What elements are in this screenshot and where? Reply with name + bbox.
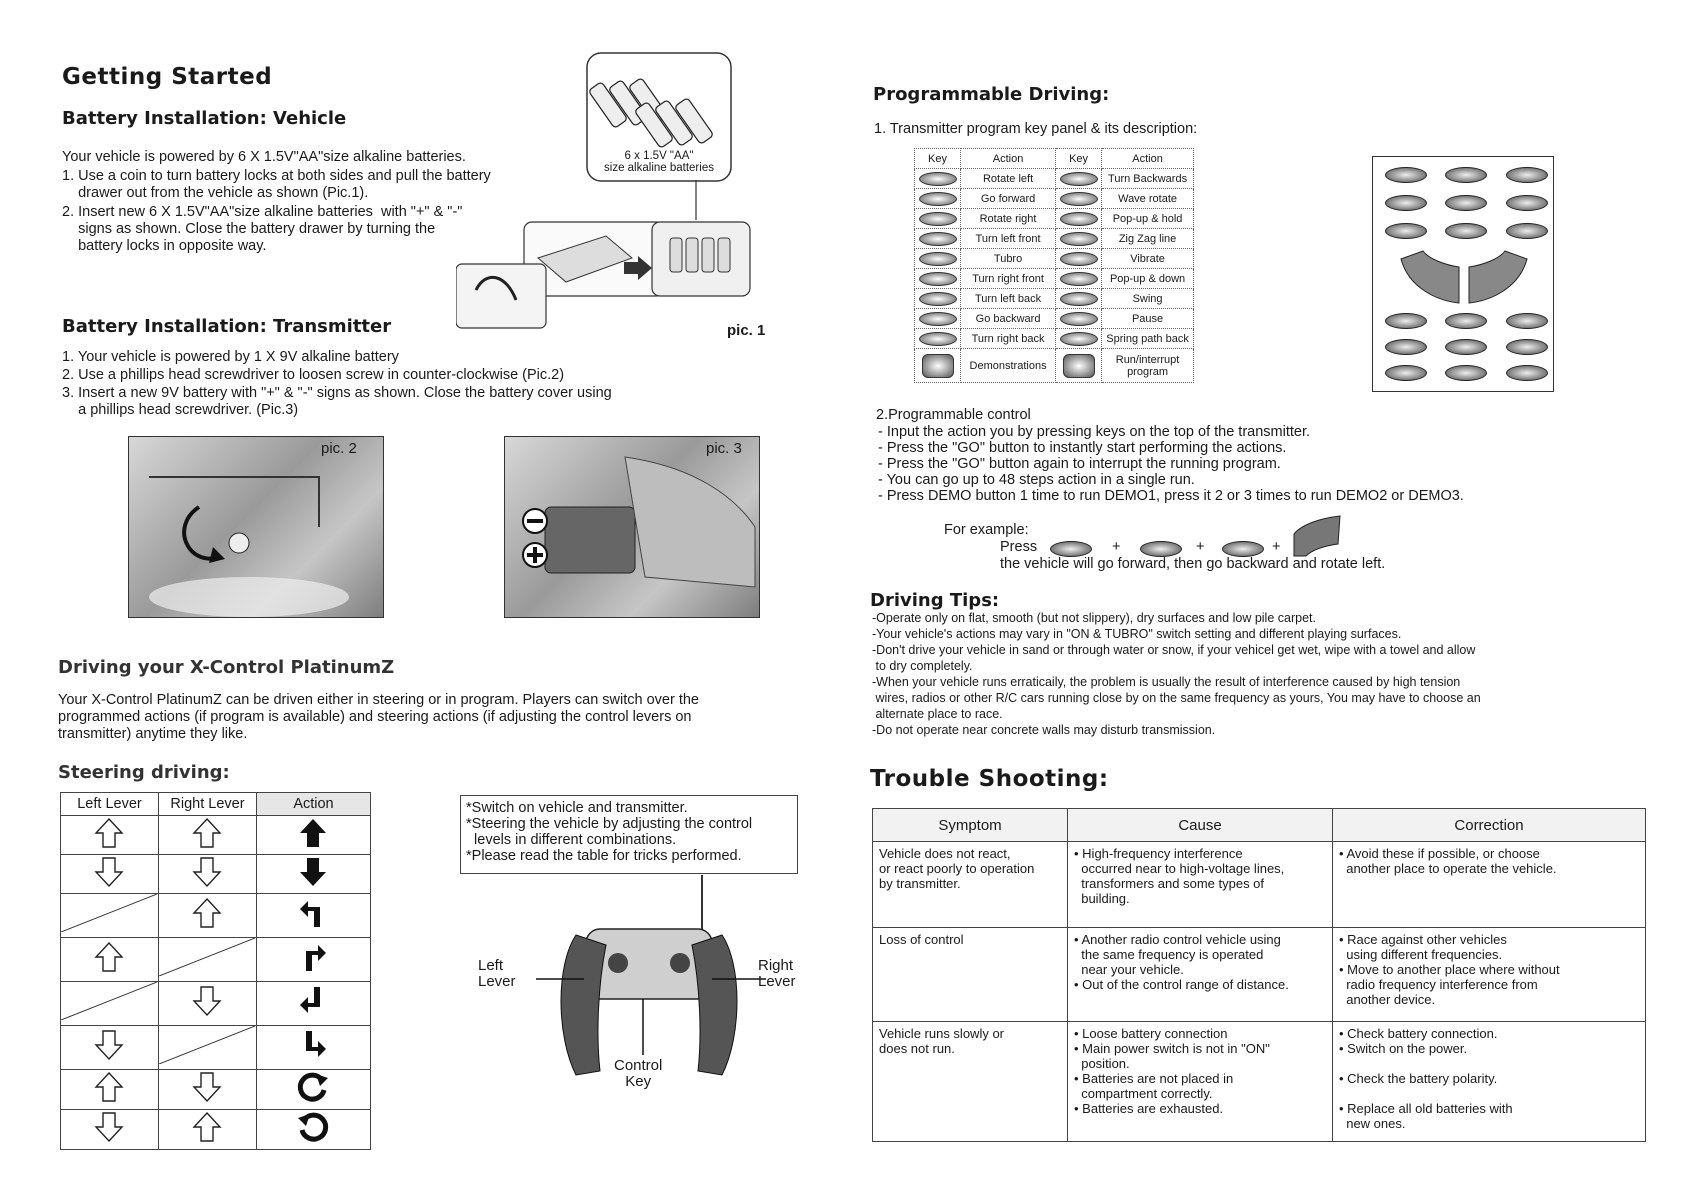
key-action: Turn right front [961,269,1056,289]
key-action: Swing [1102,289,1194,309]
battery-vehicle-intro: Your vehicle is powered by 6 X 1.5V"AA"size alkaline batteries. [62,149,466,165]
col-left-lever: Left Lever [61,793,159,816]
symptom-header: Symptom [873,809,1068,842]
down-arrow-icon [94,1029,124,1061]
backward-action-icon [298,856,328,888]
cause-header: Cause [1068,809,1333,842]
tips-heading: Driving Tips: [870,590,1000,611]
key-button-icon [919,232,957,246]
turn-left-front-icon [298,897,328,929]
table-row [61,1070,371,1110]
up-arrow-icon [192,1111,222,1143]
key-button-icon [1060,312,1098,326]
pic2-label: pic. 2 [321,440,357,457]
up-arrow-icon [192,817,222,849]
cause-cell: • Loose battery connection • Main power switch is not in "ON" position. • Batteries are not placed in compartment correctly. • Batteries are exhausted. [1068,1022,1333,1142]
correction-header: Correction [1333,809,1646,842]
key-button-icon [1060,292,1098,306]
action-col-header: Action [961,149,1056,169]
cause-cell: • Another radio control vehicle using the same frequency is operated near your vehicle. • Out of the control range of distance. [1068,928,1333,1022]
example-press: Press [1000,539,1038,555]
key-button-icon [919,292,957,306]
down-arrow-icon [192,985,222,1017]
table-row [61,938,371,982]
key-button-icon [919,192,957,206]
steering-notes: *Switch on vehicle and transmitter. *Steering the vehicle by adjusting the control levels in different combinations. *Please read the table for tricks performed. [466,800,753,864]
key-button-icon [1060,172,1098,186]
table-row [873,928,1646,1022]
programmable-heading: Programmable Driving: [873,84,1110,105]
steering-table [60,792,371,1150]
table-row [915,169,1194,189]
key-action: Vibrate [1102,249,1194,269]
key-button-icon [919,272,957,286]
table-row [61,982,371,1026]
neutral-slash [61,982,157,1020]
symptom-cell: Vehicle runs slowly or does not run. [873,1022,1068,1142]
driving-text: Your X-Control PlatinumZ can be driven either in steering or in program. Players can switch over the programmed actions (if program is available) and steering actions (if adjusting the control levers on transmitter) anytime they like. [58,692,699,742]
trouble-heading: Trouble Shooting: [870,766,1109,792]
go-key-icon [1292,514,1342,558]
key-action: Pause [1102,309,1194,329]
key-button-icon [919,312,957,326]
go-forward-key-icon [1050,541,1092,557]
key-action: Spring path back [1102,329,1194,349]
driving-heading: Driving your X-Control PlatinumZ [58,657,395,678]
neutral-slash [159,1026,255,1064]
table-row [873,842,1646,928]
correction-cell: • Avoid these if possible, or choose another place to operate the vehicle. [1333,842,1646,928]
up-arrow-icon [192,897,222,929]
turn-right-front-icon [298,941,328,973]
left-lever-label: Left Lever [478,957,516,990]
key-button-icon [1060,192,1098,206]
table-row [915,229,1194,249]
battery-transmitter-heading: Battery Installation: Transmitter [62,316,392,337]
down-arrow-icon [192,1071,222,1103]
rotate-left-key-icon [1222,541,1264,557]
keypad-illustration [1372,156,1554,392]
table-row [873,1022,1646,1142]
key-action: Turn left front [961,229,1056,249]
demo-key-icon [922,354,954,378]
program-key-table [914,148,1194,383]
table-row [915,329,1194,349]
battery-vehicle-step-2: 2. Insert new 6 X 1.5V"AA"size alkaline batteries with "+" & "-" signs as shown. Close the battery drawer by turning the battery locks in opposite way. [62,204,463,254]
correction-cell: • Race against other vehicles using different frequencies. • Move to another place where without radio frequency interference from another device. [1333,928,1646,1022]
neutral-slash [159,938,255,976]
forward-action-icon [298,817,328,849]
cause-cell: • High-frequency interference occurred near to high-voltage lines, transformers and some types of building. [1068,842,1333,928]
key-action: Demonstrations [961,349,1056,383]
pic3-label: pic. 3 [706,440,742,457]
key-action: Turn left back [961,289,1056,309]
battery-drawer-illustration [456,180,752,340]
key-button-icon [919,212,957,226]
example-label: For example: [944,522,1029,538]
symptom-cell: Loss of control [873,928,1068,1022]
key-action: Pop-up & down [1102,269,1194,289]
table-row [915,309,1194,329]
down-arrow-icon [192,856,222,888]
down-arrow-icon [94,1111,124,1143]
example-plus: + [1272,539,1281,555]
col-action: Action [256,793,370,816]
pic3-photo [504,436,760,618]
example-plus: + [1112,539,1121,555]
page-title: Getting Started [62,64,273,90]
turn-left-back-icon [298,985,328,1017]
table-row [915,289,1194,309]
key-col-header: Key [915,149,961,169]
up-arrow-icon [94,941,124,973]
table-row [61,894,371,938]
table-row [61,855,371,894]
transmitter-illustration [536,875,766,1085]
battery-transmitter-step-1: 1. Your vehicle is powered by 1 X 9V alkaline battery [62,349,399,365]
key-button-icon [1060,252,1098,266]
key-button-icon [919,252,957,266]
pic2-photo [128,436,384,618]
up-arrow-icon [94,817,124,849]
key-action: Turn Backwards [1102,169,1194,189]
key-button-icon [1060,332,1098,346]
down-arrow-icon [94,856,124,888]
key-button-icon [1060,232,1098,246]
table-row [61,1110,371,1150]
go-backward-key-icon [1140,541,1182,557]
key-action: Go forward [961,189,1056,209]
battery-vehicle-heading: Battery Installation: Vehicle [62,108,347,129]
key-action: Zig Zag line [1102,229,1194,249]
key-col-header-2: Key [1056,149,1102,169]
key-action: Run/interrupt program [1102,349,1194,383]
control-key-label: Control Key [614,1057,663,1090]
key-button-icon [919,172,957,186]
table-row [915,269,1194,289]
steering-heading: Steering driving: [58,762,230,783]
up-arrow-icon [94,1071,124,1103]
rotate-right-icon [296,1070,330,1104]
table-row [61,1026,371,1070]
key-action: Pop-up & hold [1102,209,1194,229]
trouble-table [872,808,1646,1142]
correction-cell: • Check battery connection. • Switch on the power. • Check the battery polarity. • Replace all old batteries with new ones. [1333,1022,1646,1142]
table-row [915,209,1194,229]
col-right-lever: Right Lever [158,793,256,816]
key-button-icon [1060,272,1098,286]
symptom-cell: Vehicle does not react, or react poorly to operation by transmitter. [873,842,1068,928]
pic1-label: pic. 1 [727,322,766,339]
programmable-sub2: 2.Programmable control [876,407,1031,423]
key-action: Go backward [961,309,1056,329]
table-row [61,816,371,855]
battery-callout-label: 6 x 1.5V "AA" size alkaline batteries [604,150,714,174]
example-plus: + [1196,539,1205,555]
turn-right-back-icon [298,1029,328,1061]
rotate-left-icon [296,1110,330,1144]
battery-vehicle-step-1: 1. Use a coin to turn battery locks at both sides and pull the battery drawer out from the vehicle as shown (Pic.1). [62,168,491,201]
key-action: Rotate left [961,169,1056,189]
right-lever-label: Right Lever [758,957,796,990]
action-col-header-2: Action [1102,149,1194,169]
key-action: Tubro [961,249,1056,269]
key-action: Rotate right [961,209,1056,229]
table-row [915,189,1194,209]
key-action: Turn right back [961,329,1056,349]
table-row [915,349,1194,383]
tips-text: -Operate only on flat, smooth (but not slippery), dry surfaces and low pile carpet. -Your vehicle's actions may vary in "ON & TUBRO" switch setting and different playing surfaces. -Don't drive your vehicle in sand or through water or snow, if your vehicel get wet, wipe with a towel and allow to dry completely. -When your vehicle runs erraticaily, the problem is usually the result of interference caused by high tension wires, radios or other R/C cars running close by on the same frequency as yours, You may have to choose an alternate place to race. -Do not operate near concrete walls may disturb transmission. [872,611,1481,737]
key-button-icon [1060,212,1098,226]
programmable-list: - Input the action you by pressing keys on the top of the transmitter. - Press the "GO" button to instantly start performing the actions. - Press the "GO" button again to interrupt the running program. - You can go up to 48 steps action in a single run. - Press DEMO button 1 time to run DEMO1, press it 2 or 3 times to run DEMO2 or DEMO3. [878,424,1464,504]
key-button-icon [919,332,957,346]
programmable-sub1: 1. Transmitter program key panel & its description: [874,121,1198,137]
example-result: the vehicle will go forward, then go backward and rotate left. [1000,556,1386,572]
go-key-icon [1063,354,1095,378]
neutral-slash [61,894,157,932]
battery-transmitter-step-2: 2. Use a phillips head screwdriver to loosen screw in counter-clockwise (Pic.2) [62,367,565,383]
key-action: Wave rotate [1102,189,1194,209]
battery-transmitter-step-3: 3. Insert a new 9V battery with "+" & "-" signs as shown. Close the battery cover using a phillips head screwdriver. (Pic.3) [62,385,612,418]
table-row [915,249,1194,269]
